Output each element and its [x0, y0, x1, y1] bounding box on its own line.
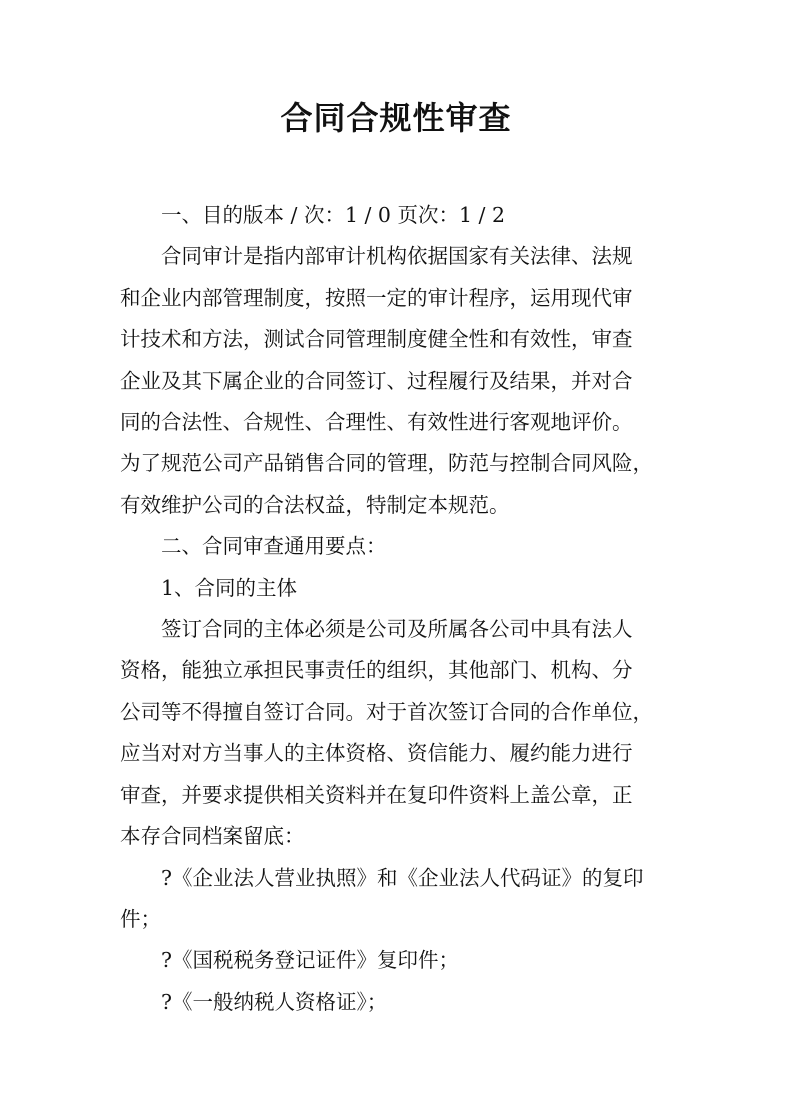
subsection-heading-contract-subject: [120, 568, 665, 609]
document-body: [120, 195, 665, 1023]
text-line: 审查，并要求提供相关资料并在复印件资料上盖公章，正: [120, 782, 633, 807]
text-line: 有效维护公司的合法权益，特制定本规范。: [120, 492, 510, 517]
text-line: 企业及其下属企业的合同签订、过程履行及结果，并对合: [120, 368, 633, 393]
text-line: 签订合同的主体必须是公司及所属各公司中具有法人: [161, 617, 633, 642]
document-title: 合同合规性审查: [280, 99, 512, 137]
text-line: 二、合同审查通用要点：: [161, 534, 387, 559]
text-line: 1、合同的主体: [161, 575, 298, 600]
text-line: 和企业内部管理制度，按照一定的审计程序，运用现代审: [120, 285, 633, 310]
paragraph-contract-subject: [120, 609, 665, 857]
text-line: 公司等不得擅自签订合同。对于首次签订合同的合作单位，: [120, 699, 653, 724]
paragraph-contract-audit: [120, 236, 665, 526]
text-line: 合同审计是指内部审计机构依据国家有关法律、法规: [161, 244, 633, 269]
list-item-tax-registration: [120, 940, 665, 981]
text-line: 为了规范公司产品销售合同的管理，防范与控制合同风险，: [120, 451, 653, 476]
list-item-business-license: [120, 858, 665, 941]
section-heading-purpose: [120, 195, 665, 236]
section-heading-general-points: [120, 526, 665, 567]
text-line: 应当对对方当事人的主体资格、资信能力、履约能力进行: [120, 741, 633, 766]
text-line: ?《一般纳税人资格证》；: [161, 989, 388, 1014]
text-line: 件；: [120, 906, 161, 931]
text-line: 一、目的版本 / 次：1 / 0 页次：1 / 2: [161, 203, 506, 227]
text-line: 同的合法性、合规性、合理性、有效性进行客观地评价。: [120, 410, 633, 435]
text-line: ?《国税税务登记证件》复印件；: [161, 948, 459, 973]
text-line: 资格，能独立承担民事责任的组织，其他部门、机构、分: [120, 658, 633, 683]
text-line: 计技术和方法，测试合同管理制度健全性和有效性，审查: [120, 327, 633, 352]
list-item-taxpayer-qualification: [120, 982, 665, 1023]
text-line: 本存合同档案留底：: [120, 824, 305, 849]
text-line: ?《企业法人营业执照》和《企业法人代码证》的复印: [161, 865, 644, 890]
